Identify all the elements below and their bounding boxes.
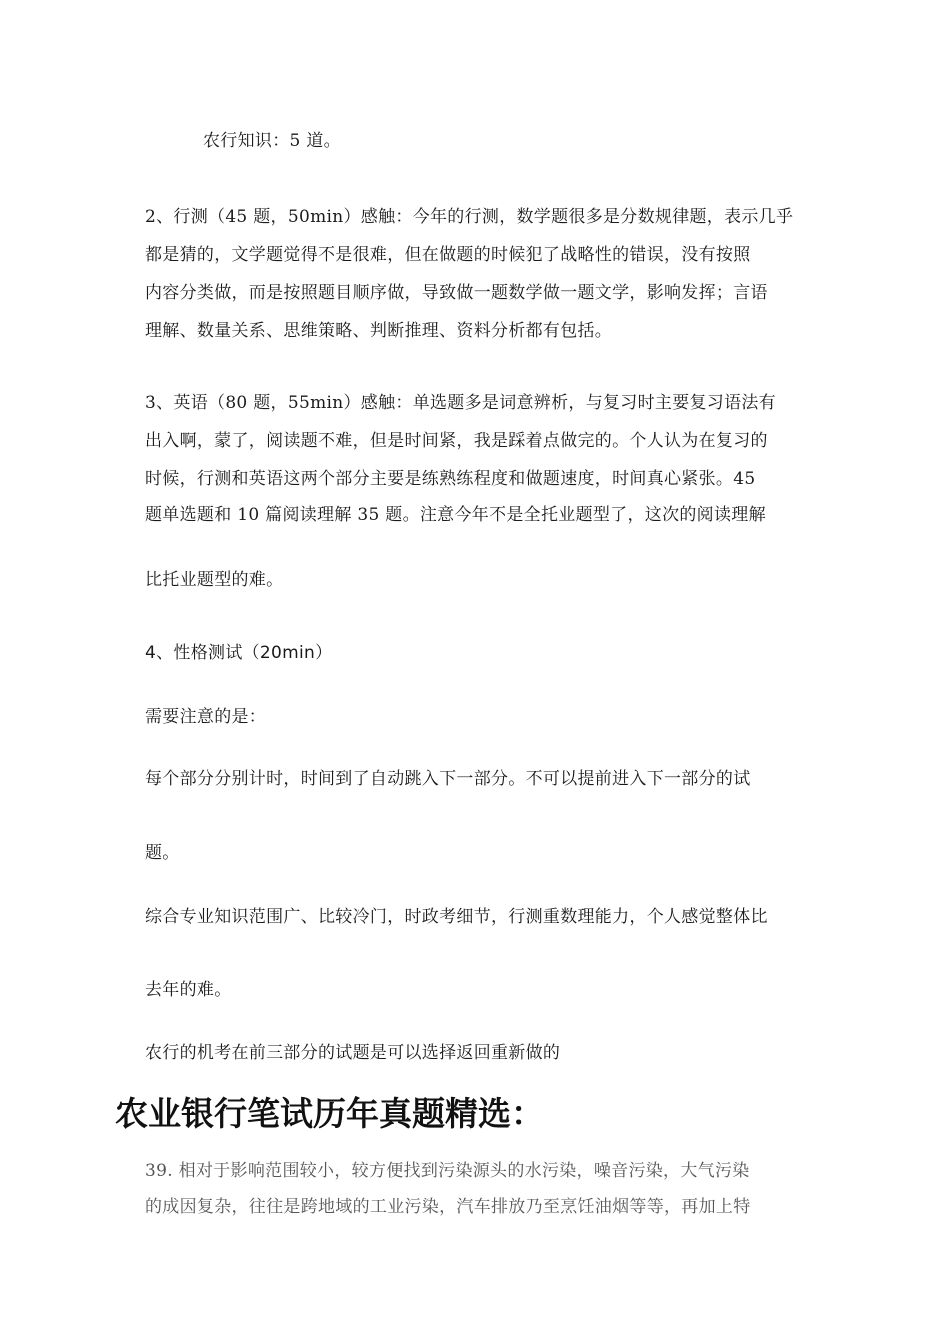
section-2-line-1: 2、行测（45 题，50min）感触：今年的行测，数学题很多是分数规律题，表示几乎	[145, 207, 794, 227]
section-3-line-3: 时候，行测和英语这两个部分主要是练熟练程度和做题速度，时间真心紧张。45	[145, 469, 756, 489]
section-2-line-2: 都是猜的，文学题觉得不是很难，但在做题的时候犯了战略性的错误，没有按照	[145, 245, 751, 265]
notes-line-1: 每个部分分别计时，时间到了自动跳入下一部分。不可以提前进入下一部分的试	[145, 769, 751, 789]
section-3-line-5: 比托业题型的难。	[145, 570, 284, 590]
question-39-line-2: 的成因复杂，往往是跨地域的工业污染，汽车排放乃至烹饪油烟等等，再加上特	[145, 1197, 751, 1217]
notes-line-2: 题。	[145, 843, 180, 863]
section-heading: 农业银行笔试历年真题精选：	[115, 1094, 544, 1133]
section-3-line-2: 出入啊，蒙了，阅读题不难，但是时间紧，我是踩着点做完的。个人认为在复习的	[145, 431, 768, 451]
intro-line: 农行知识：5 道。	[203, 131, 341, 151]
notes-line-4: 去年的难。	[145, 980, 232, 1000]
question-39-line-1: 39. 相对于影响范围较小，较方便找到污染源头的水污染，噪音污染，大气污染	[145, 1161, 750, 1181]
notes-title: 需要注意的是：	[145, 707, 267, 727]
section-3-line-4: 题单选题和 10 篇阅读理解 35 题。注意今年不是全托业题型了，这次的阅读理解	[145, 505, 766, 525]
section-4-line: 4、性格测试（20min）	[145, 643, 333, 663]
section-2-line-3: 内容分类做，而是按照题目顺序做，导致做一题数学做一题文学，影响发挥；言语	[145, 283, 768, 303]
notes-line-5: 农行的机考在前三部分的试题是可以选择返回重新做的	[145, 1043, 561, 1063]
notes-line-3: 综合专业知识范围广、比较冷门，时政考细节，行测重数理能力，个人感觉整体比	[145, 907, 768, 927]
section-3-line-1: 3、英语（80 题，55min）感触：单选题多是词意辨析，与复习时主要复习语法有	[145, 393, 776, 413]
section-2-line-4: 理解、数量关系、思维策略、判断推理、资料分析都有包括。	[145, 321, 613, 341]
